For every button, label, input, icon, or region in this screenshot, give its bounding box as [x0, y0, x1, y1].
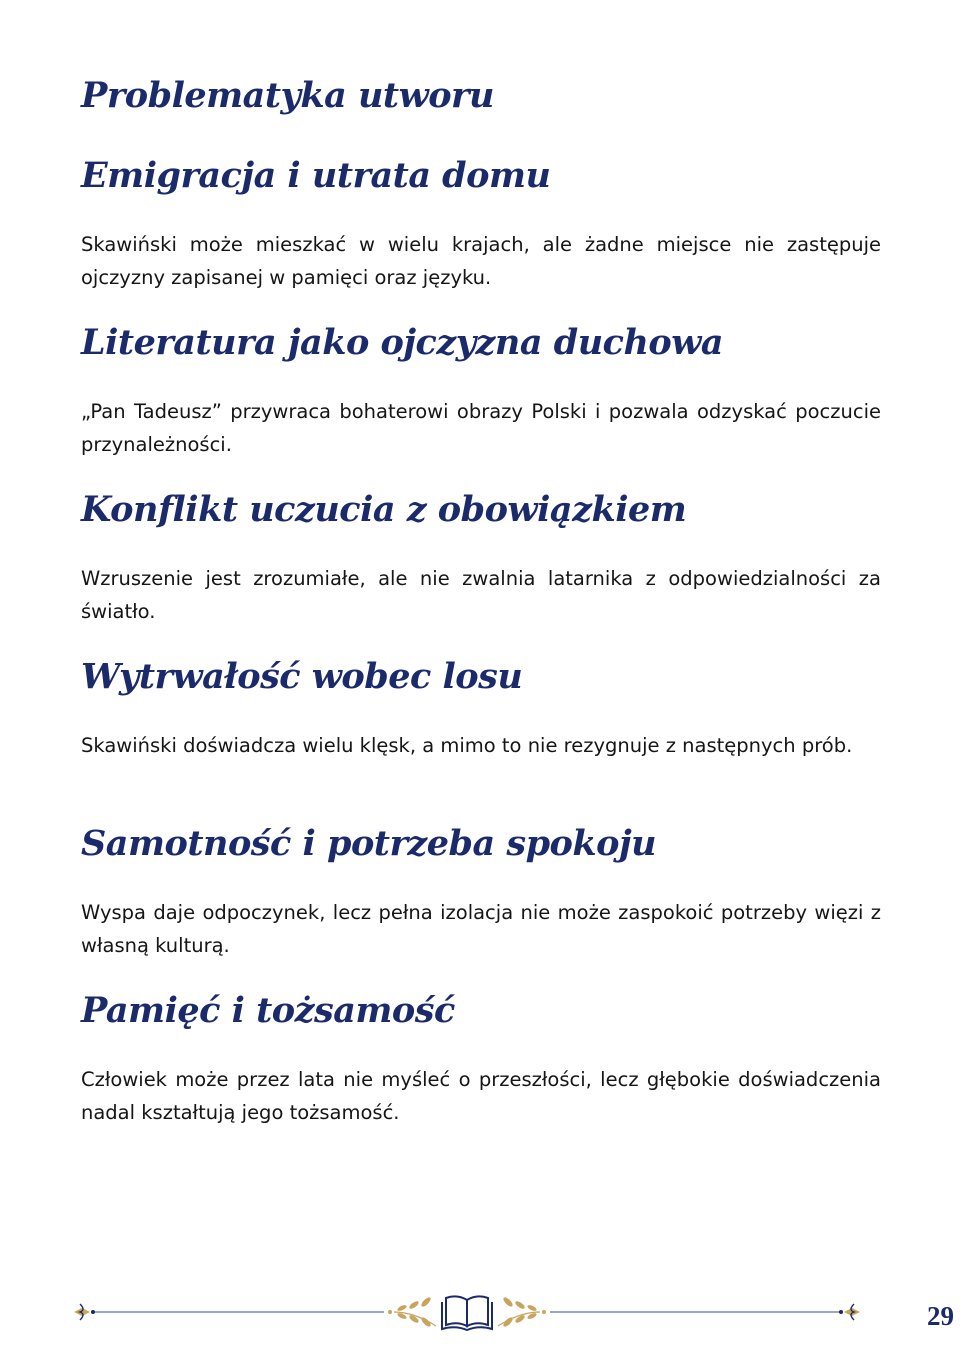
section-heading-emigration: Emigracja i utrata domu — [81, 155, 551, 196]
flourish-left-icon — [74, 1304, 95, 1320]
section-text-loneliness: Wyspa daje odpoczynek, lecz pełna izolacja nie może zaspokoić potrzeby więzi z własną kulturą. — [81, 901, 881, 957]
open-book-icon — [442, 1296, 492, 1330]
section-heading-conflict: Konflikt uczucia z obowiązkiem — [81, 489, 687, 530]
section-text-literature: „Pan Tadeusz” przywraca bohaterowi obrazy Polski i pozwala odzyskać poczucie przynależności. — [81, 400, 881, 456]
page-title: Problematyka utworu — [81, 75, 494, 116]
section-text-memory: Człowiek może przez lata nie myśleć o przeszłości, lecz głębokie doświadczenia nadal kształtują jego tożsamość. — [81, 1068, 881, 1124]
section-text-perseverance: Skawiński doświadcza wielu klęsk, a mimo to nie rezygnuje z następnych prób. — [81, 734, 853, 757]
section-heading-loneliness: Samotność i potrzeba spokoju — [81, 823, 657, 864]
flourish-right-icon — [839, 1304, 860, 1320]
section-text-emigration: Skawiński może mieszkać w wielu krajach, ale żadne miejsce nie zastępuje ojczyzny zapisanej w pamięci oraz języku. — [81, 233, 881, 289]
footer-divider — [64, 1288, 870, 1336]
section-text-conflict: Wzruszenie jest zrozumiałe, ale nie zwalnia latarnika z odpowiedzialności za światło. — [81, 567, 881, 623]
laurel-left-icon — [388, 1296, 436, 1328]
section-heading-literature: Literatura jako ojczyzna duchowa — [81, 322, 724, 363]
page-number: 29 — [927, 1301, 954, 1331]
laurel-right-icon — [498, 1296, 546, 1328]
section-heading-memory: Pamięć i tożsamość — [81, 990, 455, 1031]
footer-ornament — [64, 1288, 870, 1336]
section-heading-perseverance: Wytrwałość wobec losu — [81, 656, 523, 697]
